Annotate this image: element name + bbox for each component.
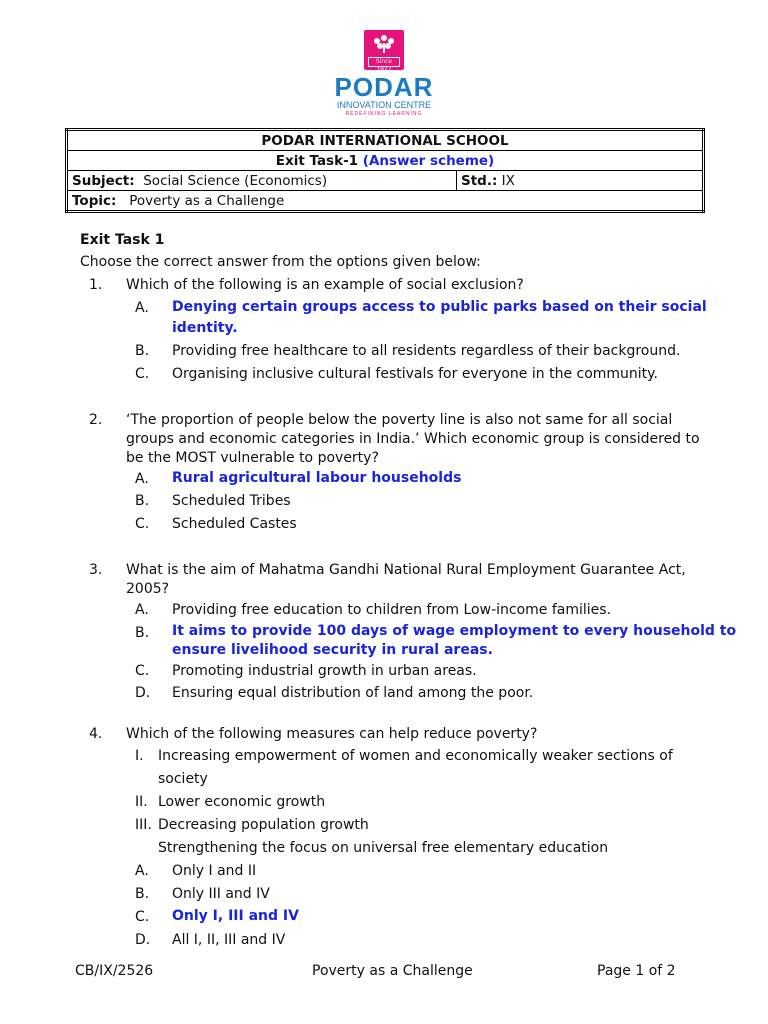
statement-roman: I.: [135, 748, 144, 764]
option-text-correct: Rural agricultural labour households: [172, 470, 462, 486]
question-text: 2005?: [126, 581, 170, 597]
option-letter: B.: [135, 493, 150, 509]
tree-icon: [370, 33, 398, 57]
std-value: IX: [501, 172, 515, 189]
question-number: 4.: [89, 726, 103, 742]
question-number: 1.: [89, 277, 103, 293]
option-letter: A.: [135, 863, 149, 879]
option-letter: B.: [135, 625, 150, 641]
option-text: Scheduled Tribes: [172, 493, 291, 509]
option-letter: C.: [135, 516, 150, 532]
option-letter: D.: [135, 685, 151, 701]
statement-text: society: [158, 771, 208, 787]
task-note: (Answer scheme): [362, 152, 495, 169]
footer-page: Page 1 of 2: [597, 963, 676, 979]
std-label: Std.:: [461, 172, 498, 189]
statement-roman: II.: [135, 794, 148, 810]
logo-badge: [364, 30, 404, 73]
option-text: All I, II, III and IV: [172, 932, 286, 948]
topic-label: Topic:: [72, 192, 117, 209]
question-text: ‘The proportion of people below the poverty line is also not same for all social: [126, 412, 673, 428]
question-text: be the MOST vulnerable to poverty?: [126, 450, 379, 466]
task-name: Exit Task-1: [275, 152, 359, 169]
logo-tagline: REDEFINING LEARNING: [345, 111, 423, 117]
statement-text: Lower economic growth: [158, 794, 326, 810]
option-letter: B.: [135, 343, 150, 359]
option-text-correct: Only I, III and IV: [172, 908, 299, 924]
option-text: Only III and IV: [172, 886, 270, 902]
option-letter: A.: [135, 471, 149, 487]
header-table: [65, 128, 705, 213]
option-text-correct: It aims to provide 100 days of wage employment to every household to: [172, 623, 737, 639]
subject-cell: [67, 171, 457, 191]
question-text: groups and economic categories in India.’ Which economic group is considered to: [126, 431, 700, 447]
school-logo: [0, 30, 768, 118]
option-text: Organising inclusive cultural festivals for everyone in the community.: [172, 366, 658, 382]
logo-subtitle: INNOVATION CENTRE: [336, 100, 432, 110]
option-text: Providing free education to children from Low-income families.: [172, 602, 612, 618]
question-text: Which of the following is an example of social exclusion?: [126, 277, 524, 293]
statement-text: Increasing empowerment of women and economically weaker sections of: [158, 748, 673, 764]
task-title: [67, 151, 704, 171]
section-title: Exit Task 1: [80, 232, 165, 248]
option-letter: C.: [135, 366, 150, 382]
option-letter: B.: [135, 886, 150, 902]
logo-since: Since 1927: [368, 57, 400, 67]
topic-value: Poverty as a Challenge: [129, 192, 285, 209]
statement-roman: III.: [135, 817, 152, 833]
statement-text: Decreasing population growth: [158, 817, 369, 833]
option-letter: A.: [135, 300, 149, 316]
footer-title: Poverty as a Challenge: [312, 963, 473, 979]
option-letter: D.: [135, 932, 151, 948]
option-text: Only I and II: [172, 863, 257, 879]
question-number: 2.: [89, 412, 103, 428]
std-cell: [457, 171, 704, 191]
question-number: 3.: [89, 562, 103, 578]
option-text: Ensuring equal distribution of land among the poor.: [172, 685, 534, 701]
option-text: Promoting industrial growth in urban areas.: [172, 663, 477, 679]
question-text: What is the aim of Mahatma Gandhi National Rural Employment Guarantee Act,: [126, 562, 686, 578]
option-letter: C.: [135, 663, 150, 679]
instruction: Choose the correct answer from the options given below:: [80, 254, 481, 270]
option-text-correct: Denying certain groups access to public parks based on their social: [172, 299, 707, 315]
topic-cell: [67, 191, 704, 212]
school-name: PODAR INTERNATIONAL SCHOOL: [67, 130, 704, 151]
question-text: Which of the following measures can help reduce poverty?: [126, 726, 538, 742]
statement-text: Strengthening the focus on universal free elementary education: [158, 840, 609, 856]
option-text: Providing free healthcare to all residents regardless of their background.: [172, 343, 681, 359]
option-letter: C.: [135, 909, 150, 925]
subject-value: Social Science (Economics): [143, 172, 328, 189]
logo-name: PODAR: [334, 72, 434, 102]
option-letter: A.: [135, 602, 149, 618]
option-text-correct: identity.: [172, 320, 238, 336]
subject-label: Subject:: [72, 172, 135, 189]
option-text: Scheduled Castes: [172, 516, 297, 532]
option-text-correct: ensure livelihood security in rural areas.: [172, 642, 493, 658]
footer-code: CB/IX/2526: [75, 963, 154, 979]
